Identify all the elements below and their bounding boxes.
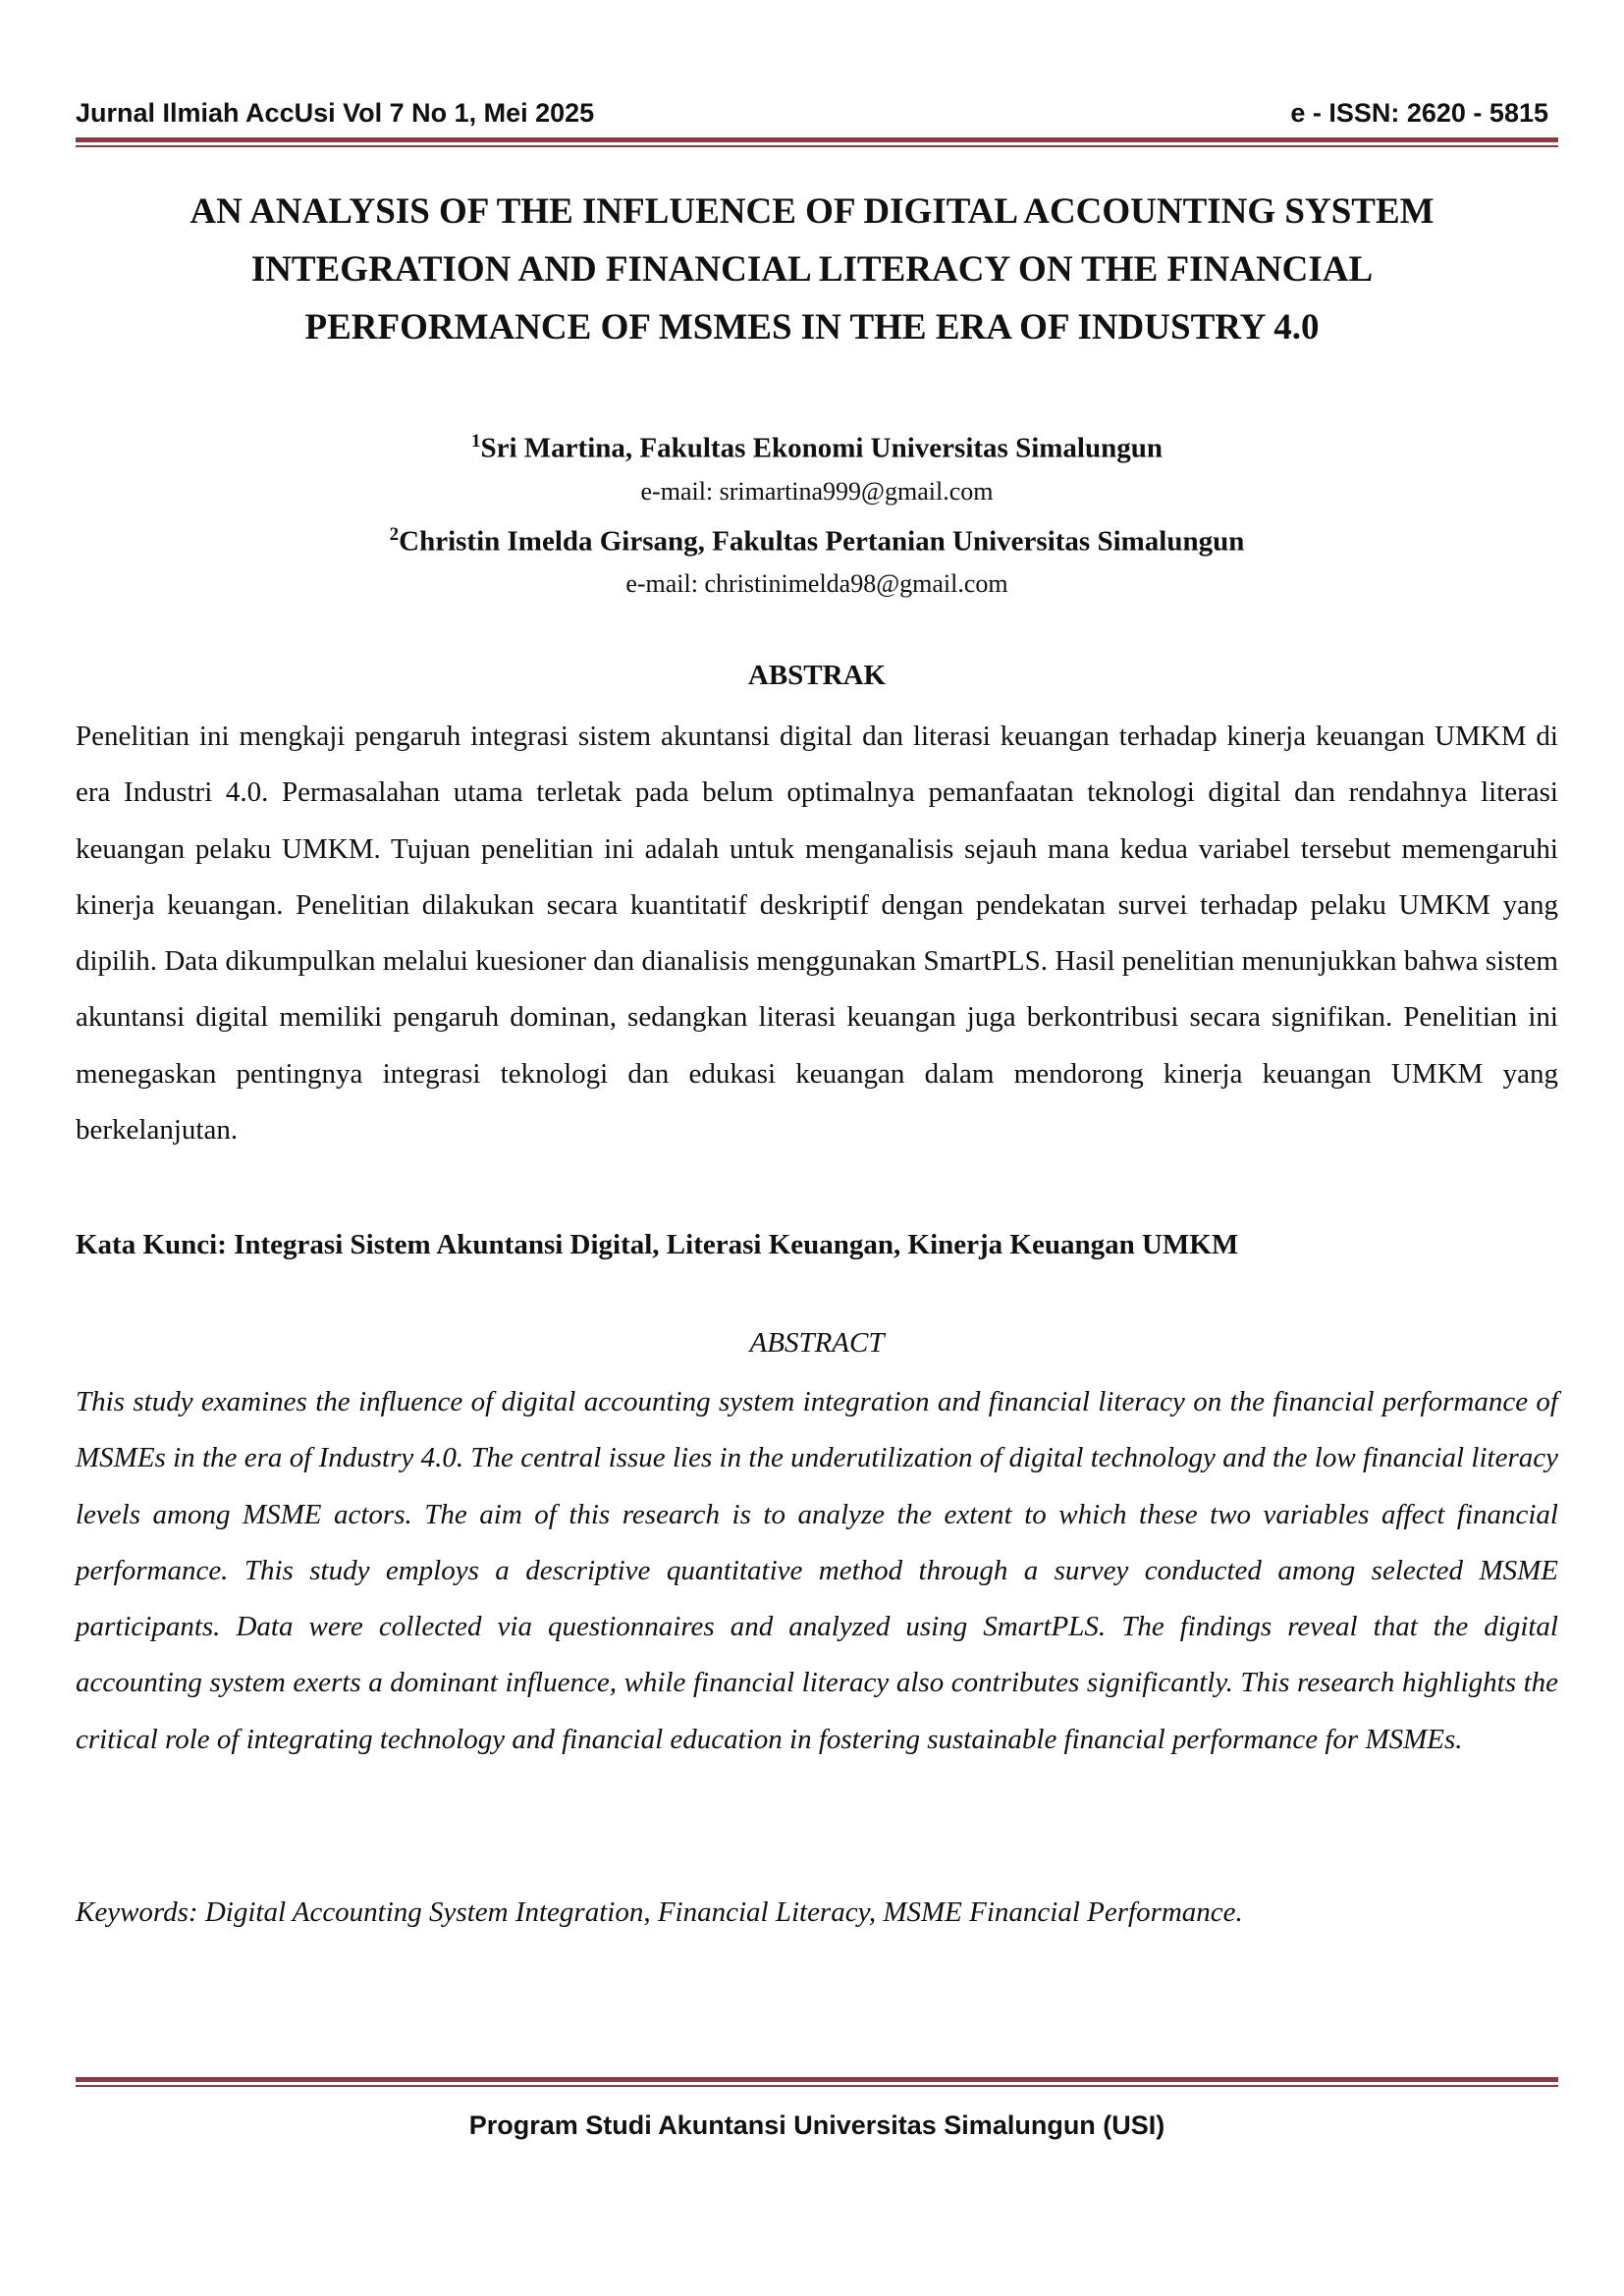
author-name: Sri Martina, Fakultas Ekonomi Universitas Simalungun: [480, 432, 1163, 464]
title-line: INTEGRATION AND FINANCIAL LITERACY ON THE FINANCIAL: [250, 249, 1374, 290]
author-name: Christin Imelda Girsang, Fakultas Pertanian Universitas Simalungun: [399, 525, 1245, 558]
header-rule: [76, 137, 1558, 147]
author-2: [76, 513, 1558, 563]
running-header: [76, 98, 1548, 129]
author-marker: 1: [471, 431, 481, 452]
abstract-heading: ABSTRACT: [749, 1327, 885, 1359]
abstract-text: This study examines the influence of digital accounting system integration and financial literacy on the financial performance of MSMEs in the era of Industry 4.0. The central issue lies in the underutilization of digital technology and the low financial literacy levels among MSME actors. The aim of this research is to analyze the extent to which these two variables affect financial performance. This study employs a descriptive quantitative method through a survey conducted among selected MSME participants. Data were collected via questionnaires and analyzed using SmartPLS. The findings reveal that the digital accounting system exerts a dominant influence, while financial literacy also contributes significantly. This research highlights the critical role of integrating technology and financial education in fostering sustainable financial performance for MSMEs.: [76, 1386, 1558, 1755]
abstrak-text: Penelitian ini mengkaji pengaruh integrasi sistem akuntansi digital dan literasi keuangan terhadap kinerja keuangan UMKM di era Industri 4.0. Permasalahan utama terletak pada belum optimalnya pemanfaatan teknologi digital dan rendahnya literasi keuangan pelaku UMKM. Tujuan penelitian ini adalah untuk menganalisis sejauh mana kedua variabel tersebut memengaruhi kinerja keuangan. Penelitian dilakukan secara kuantitatif deskriptif dengan pendekatan survei terhadap pelaku UMKM yang dipilih. Data dikumpulkan melalui kuesioner dan dianalisis menggunakan SmartPLS. Hasil penelitian menunjukkan bahwa sistem akuntansi digital memiliki pengaruh dominan, sedangkan literasi keuangan juga berkontribusi secara signifikan. Penelitian ini menegaskan pentingnya integrasi teknologi dan edukasi keuangan dalam mendorong kinerja keuangan UMKM yang berkelanjutan.: [76, 721, 1558, 1147]
footer-rule: [76, 2077, 1558, 2087]
abstrak-heading: ABSTRAK: [747, 660, 887, 691]
author-2-email: e-mail: christinimelda98@gmail.com: [625, 569, 1008, 599]
title-line: PERFORMANCE OF MSMES IN THE ERA OF INDUSTRY 4.0: [304, 307, 1320, 347]
kata-kunci: Kata Kunci: Integrasi Sistem Akuntansi Digital, Literasi Keuangan, Kinerja Keuangan UMKM: [76, 1229, 1239, 1260]
author-block: [76, 420, 1558, 606]
keywords: Keywords: Digital Accounting System Integration, Financial Literacy, MSME Financial Performance.: [76, 1896, 1243, 1928]
author-1: [76, 420, 1558, 470]
paper-title: [108, 183, 1516, 356]
author-marker: 2: [389, 523, 400, 545]
page-footer: Program Studi Akuntansi Universitas Simalungun (USI): [468, 2110, 1165, 2140]
issn: e - ISSN: 2620 - 5815: [1290, 98, 1548, 128]
author-1-email: e-mail: srimartina999@gmail.com: [640, 476, 994, 506]
journal-name: Jurnal Ilmiah AccUsi Vol 7 No 1, Mei 2025: [76, 98, 595, 128]
title-line: AN ANALYSIS OF THE INFLUENCE OF DIGITAL ACCOUNTING SYSTEM: [189, 191, 1435, 232]
